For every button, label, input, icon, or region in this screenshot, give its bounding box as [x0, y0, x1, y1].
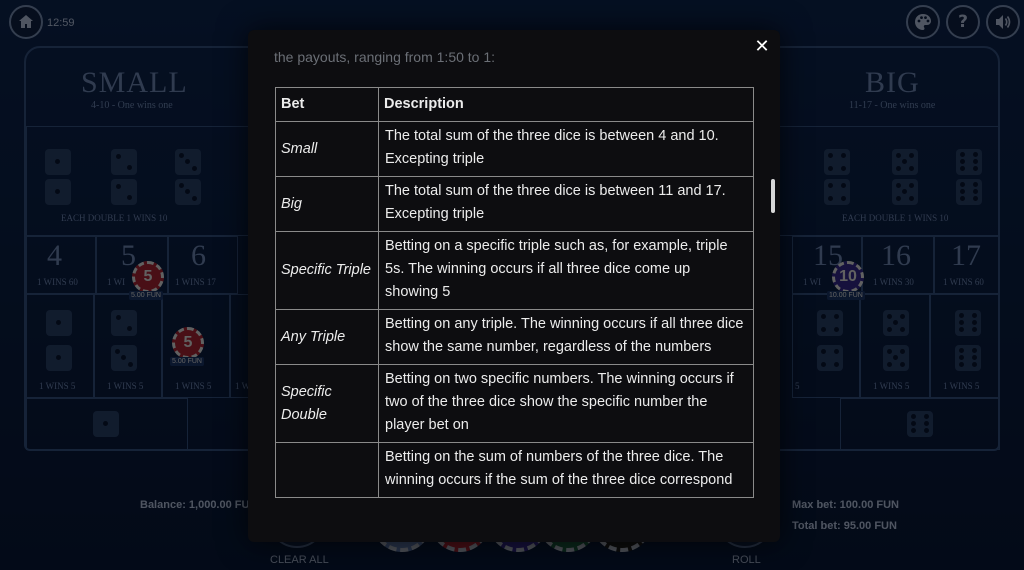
bet-name: Any Triple: [276, 310, 379, 365]
bet-name: Small: [276, 122, 379, 177]
bet-name: Specific Triple: [276, 232, 379, 310]
table-row: [276, 310, 754, 365]
bet-name: Specific Double: [276, 365, 379, 443]
table-row: [276, 122, 754, 177]
bet-description: The total sum of the three dice is between 11 and 17. Excepting triple: [379, 177, 754, 232]
bet-name: Big: [276, 177, 379, 232]
bet-description: Betting on two specific numbers. The winning occurs if two of the three dice show the specific number the player bet on: [379, 365, 754, 443]
rules-scroll-area[interactable]: [275, 87, 754, 542]
bet-name: [276, 443, 379, 498]
table-row: [276, 443, 754, 498]
table-row: [276, 232, 754, 310]
bet-description: Betting on the sum of numbers of the three dice. The winning occurs if the sum of the three dice correspond: [379, 443, 754, 498]
modal-intro-text: the payouts, ranging from 1:50 to 1:: [274, 49, 496, 65]
bet-description: The total sum of the three dice is between 4 and 10. Excepting triple: [379, 122, 754, 177]
rules-modal: [248, 30, 780, 542]
column-header-description: Description: [379, 88, 754, 122]
close-icon: ✕: [754, 35, 770, 57]
table-row: [276, 177, 754, 232]
bet-description: Betting on a specific triple such as, for example, triple 5s. The winning occurs if all three dice come up showing 5: [379, 232, 754, 310]
table-header-row: [276, 88, 754, 122]
scrollbar-thumb[interactable]: [771, 179, 775, 213]
table-row: [276, 365, 754, 443]
modal-close-button[interactable]: [752, 36, 772, 56]
bet-rules-table: [275, 87, 754, 498]
bet-description: Betting on any triple. The winning occurs if all three dice show the same number, regardless of the numbers: [379, 310, 754, 365]
column-header-bet: Bet: [276, 88, 379, 122]
